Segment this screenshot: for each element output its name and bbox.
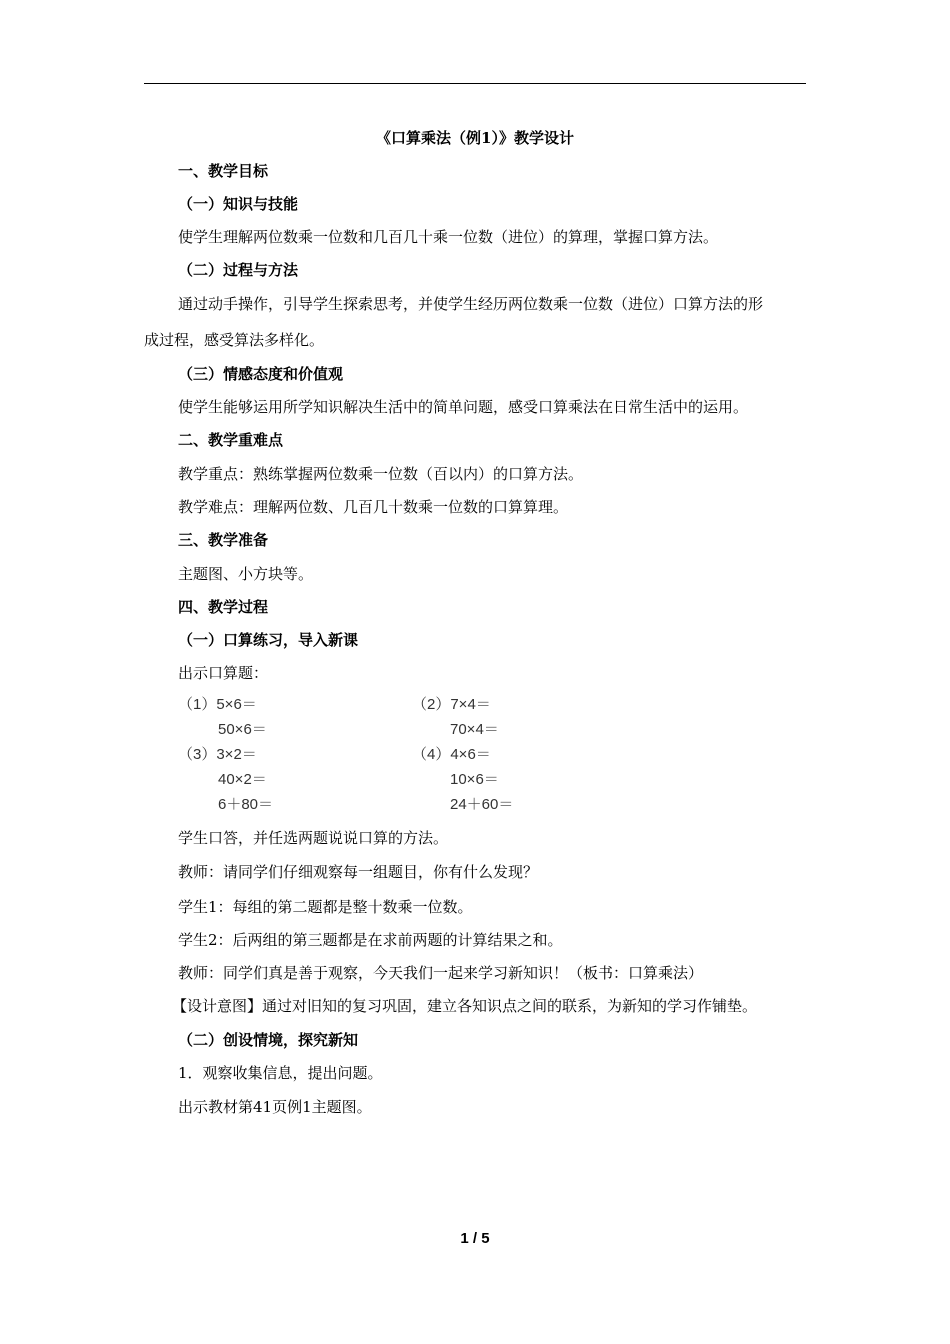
math-problem: 40×2＝ — [218, 771, 267, 788]
subsection-heading-attitude: （三）情感态度和价值观 — [178, 365, 344, 383]
math-problem: 24＋60＝ — [450, 796, 514, 813]
header-rule — [144, 83, 806, 84]
design-intent-paragraph: 【设计意图】通过对旧知的复习巩固，建立各知识点之间的联系，为新知的学习作铺垫。 — [172, 997, 758, 1015]
math-problem: 70×4＝ — [450, 721, 499, 738]
subsection-heading-knowledge: （一）知识与技能 — [178, 195, 299, 213]
paragraph: 教师：同学们真是善于观察，今天我们一起来学习新知识！（板书：口算乘法） — [178, 964, 704, 982]
paragraph-continuation: 成过程，感受算法多样化。 — [144, 331, 325, 349]
paragraph: 1．观察收集信息，提出问题。 — [178, 1064, 383, 1082]
page-number: 1 / 5 — [460, 1230, 490, 1247]
section-heading-preparation: 三、教学准备 — [178, 531, 269, 549]
section-heading-goals: 一、教学目标 — [178, 162, 269, 180]
section-heading-process: 四、教学过程 — [178, 598, 269, 616]
paragraph: 出示教材第41页例1主题图。 — [178, 1098, 372, 1116]
document-title: 《口算乘法（例1）》教学设计 — [376, 129, 574, 147]
paragraph: 通过动手操作，引导学生探索思考，并使学生经历两位数乘一位数（进位）口算方法的形 — [178, 295, 764, 313]
section-heading-key-points: 二、教学重难点 — [178, 431, 284, 449]
paragraph: 出示口算题： — [178, 664, 269, 682]
math-problem: （4）4×6＝ — [412, 746, 491, 763]
paragraph: 学生1：每组的第二题都是整十数乘一位数。 — [178, 898, 473, 916]
paragraph: 学生2：后两组的第三题都是在求前两题的计算结果之和。 — [178, 931, 563, 949]
paragraph: 教师：请同学们仔细观察每一组题目，你有什么发现？ — [178, 863, 539, 881]
subsection-heading-process: （二）过程与方法 — [178, 261, 299, 279]
math-problem: 10×6＝ — [450, 771, 499, 788]
paragraph: 主题图、小方块等。 — [178, 565, 314, 583]
subsection-heading-practice: （一）口算练习，导入新课 — [178, 631, 359, 649]
paragraph: 教学难点：理解两位数、几百几十数乘一位数的口算算理。 — [178, 498, 569, 516]
math-problem: （2）7×4＝ — [412, 696, 491, 713]
math-problem: 6＋80＝ — [218, 796, 274, 813]
paragraph: 学生口答，并任选两题说说口算的方法。 — [178, 829, 449, 847]
math-problem: （3）3×2＝ — [178, 746, 257, 763]
paragraph: 教学重点：熟练掌握两位数乘一位数（百以内）的口算方法。 — [178, 465, 584, 483]
paragraph: 使学生能够运用所学知识解决生活中的简单问题，感受口算乘法在日常生活中的运用。 — [178, 398, 749, 416]
subsection-heading-explore: （二）创设情境，探究新知 — [178, 1031, 359, 1049]
math-problem: 50×6＝ — [218, 721, 267, 738]
math-problem: （1）5×6＝ — [178, 696, 257, 713]
paragraph: 使学生理解两位数乘一位数和几百几十乘一位数（进位）的算理，掌握口算方法。 — [178, 228, 719, 246]
